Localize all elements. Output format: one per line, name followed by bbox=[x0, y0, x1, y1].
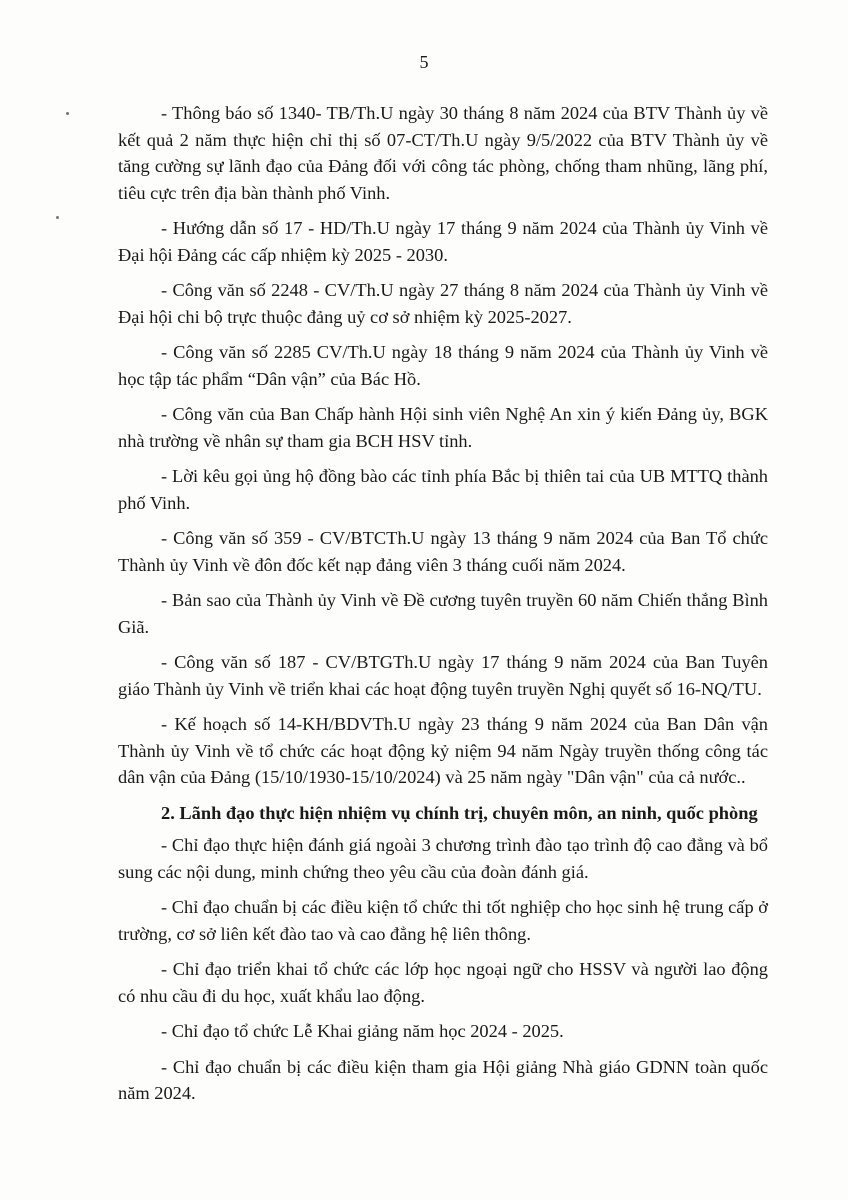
page-number: 5 bbox=[419, 52, 429, 72]
paragraph-hoi-sinh-vien: - Công văn của Ban Chấp hành Hội sinh viên Nghệ An xin ý kiến Đảng ủy, BGK nhà trường về nhân sự tham gia BCH HSV tỉnh. bbox=[118, 404, 768, 451]
paragraph-ke-hoach-14: - Kế hoạch số 14-KH/BDVTh.U ngày 23 tháng 9 năm 2024 của Ban Dân vận Thành ủy Vinh về tổ chức các hoạt động kỷ niệm 94 năm Ngày truyền thống công tác dân vận của Đảng (15/10/1930-15/10/2024) và 25 năm ngày "Dân vận" của cả nước.. bbox=[118, 714, 768, 787]
paragraph-lop-ngoai-ngu: - Chỉ đạo triển khai tổ chức các lớp học ngoại ngữ cho HSSV và người lao động có nhu cầu đi du học, xuất khẩu lao động. bbox=[118, 959, 768, 1006]
paragraph-thong-bao-1340: - Thông báo số 1340- TB/Th.U ngày 30 tháng 8 năm 2024 của BTV Thành ủy về kết quả 2 năm thực hiện chỉ thị số 07-CT/Th.U ngày 9/5/2022 của BTV Thành ủy về tăng cường sự lãnh đạo của Đảng đối với công tác phòng, chống tham nhũng, lãng phí, tiêu cực trên địa bàn thành phố Vinh. bbox=[118, 103, 768, 203]
section-2-heading: 2. Lãnh đạo thực hiện nhiệm vụ chính trị, chuyên môn, an ninh, quốc phòng bbox=[161, 802, 758, 823]
paragraph-khai-giang: - Chỉ đạo tổ chức Lễ Khai giảng năm học 2024 - 2025. bbox=[161, 1021, 564, 1041]
paragraph-ban-sao-binh-gia: - Bản sao của Thành ủy Vinh về Đề cương tuyên truyền 60 năm Chiến thắng Bình Giã. bbox=[118, 590, 768, 637]
paragraph-huong-dan-17: - Hướng dẫn số 17 - HD/Th.U ngày 17 tháng 9 năm 2024 của Thành ủy Vinh về Đại hội Đảng các cấp nhiệm kỳ 2025 - 2030. bbox=[118, 218, 768, 265]
paragraph-hoi-giang: - Chỉ đạo chuẩn bị các điều kiện tham gia Hội giảng Nhà giáo GDNN toàn quốc năm 2024. bbox=[118, 1056, 768, 1103]
scan-speck bbox=[66, 112, 69, 115]
paragraph-cong-van-187: - Công văn số 187 - CV/BTGTh.U ngày 17 tháng 9 năm 2024 của Ban Tuyên giáo Thành ủy Vinh về triển khai các hoạt động tuyên truyền Nghị quyết số 16-NQ/TU. bbox=[118, 652, 768, 699]
paragraph-cong-van-2248: - Công văn số 2248 - CV/Th.U ngày 27 tháng 8 năm 2024 của Thành ủy Vinh về Đại hội chi bộ trực thuộc đảng uỷ cơ sở nhiệm kỳ 2025-2027. bbox=[118, 280, 768, 327]
scan-speck bbox=[56, 216, 59, 219]
paragraph-cong-van-359: - Công văn số 359 - CV/BTCTh.U ngày 13 tháng 9 năm 2024 của Ban Tổ chức Thành ủy Vinh về đôn đốc kết nạp đảng viên 3 tháng cuối năm 2024. bbox=[118, 528, 768, 575]
document-body bbox=[118, 100, 768, 1116]
paragraph-thi-tot-nghiep: - Chỉ đạo chuẩn bị các điều kiện tổ chức thi tốt nghiệp cho học sinh hệ trung cấp ở trường, cơ sở liên kết đào tao và cao đẳng hệ liên thông. bbox=[118, 897, 768, 944]
paragraph-cong-van-2285: - Công văn số 2285 CV/Th.U ngày 18 tháng 9 năm 2024 của Thành ủy Vinh về học tập tác phẩm “Dân vận” của Bác Hồ. bbox=[118, 342, 768, 389]
paragraph-danh-gia-ngoai: - Chỉ đạo thực hiện đánh giá ngoài 3 chương trình đào tạo trình độ cao đẳng và bổ sung các nội dung, minh chứng theo yêu cầu của đoàn đánh giá. bbox=[118, 835, 768, 882]
paragraph-loi-keu-goi: - Lời kêu gọi ủng hộ đồng bào các tỉnh phía Bắc bị thiên tai của UB MTTQ thành phố Vinh. bbox=[118, 466, 768, 513]
